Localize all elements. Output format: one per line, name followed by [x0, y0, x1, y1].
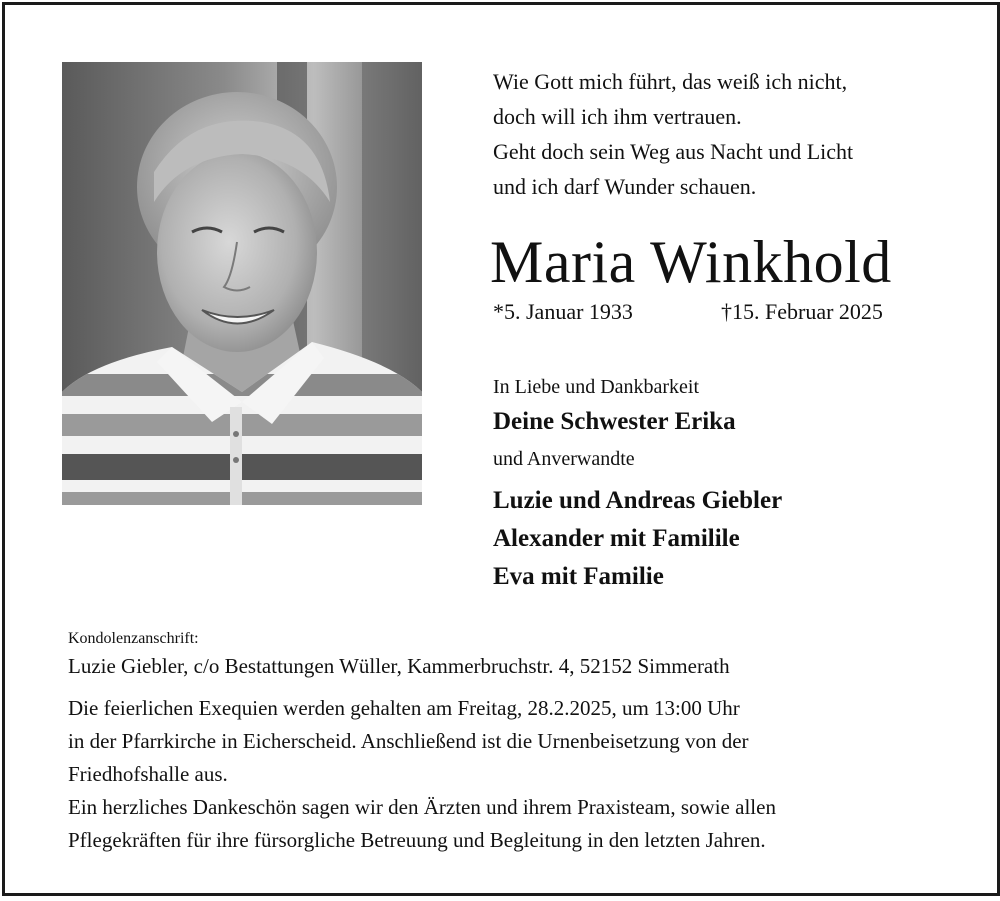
service-details — [68, 692, 948, 857]
verse-line: Wie Gott mich führt, das weiß ich nicht, — [493, 69, 848, 94]
birth-date: *5. Januar 1933 — [493, 299, 633, 324]
family-member: Eva mit Familie — [493, 563, 664, 590]
service-line: Die feierlichen Exequien werden gehalten am Freitag, 28.2.2025, um 13:00 Uhr — [68, 696, 740, 720]
condolence-address: Luzie Giebler, c/o Bestattungen Wüller, Kammerbruchstr. 4, 52152 Simmerath — [68, 654, 730, 678]
portrait-photo — [62, 62, 422, 505]
service-line: in der Pfarrkirche in Eicherscheid. Anschließend ist die Urnenbeisetzung von der — [68, 729, 749, 753]
family-member: Luzie und Andreas Giebler — [493, 487, 783, 514]
mourners-intro: In Liebe und Dankbarkeit — [493, 376, 700, 398]
service-line: Ein herzliches Dankeschön sagen wir den Ärzten und ihrem Praxisteam, sowie allen — [68, 795, 776, 819]
mourner-sister: Deine Schwester Erika — [493, 408, 736, 435]
service-line: Friedhofshalle aus. — [68, 762, 228, 786]
verse — [493, 64, 853, 204]
portrait-illustration — [62, 62, 422, 505]
verse-line: Geht doch sein Weg aus Nacht und Licht — [493, 139, 854, 164]
life-dates — [493, 298, 923, 326]
family-member: Alexander mit Familile — [493, 525, 740, 552]
mourners-relatives: und Anverwandte — [493, 448, 635, 470]
verse-line: und ich darf Wunder schauen. — [493, 174, 757, 199]
service-line: Pflegekräften für ihre fürsorgliche Betreuung und Begleitung in den letzten Jahren. — [68, 828, 766, 852]
verse-line: doch will ich ihm vertrauen. — [493, 104, 742, 129]
death-date: †15. Februar 2025 — [721, 299, 883, 324]
mourners-family — [493, 482, 782, 596]
deceased-name: Maria Winkhold — [490, 229, 892, 295]
condolence-label: Kondolenzanschrift: — [68, 630, 199, 647]
